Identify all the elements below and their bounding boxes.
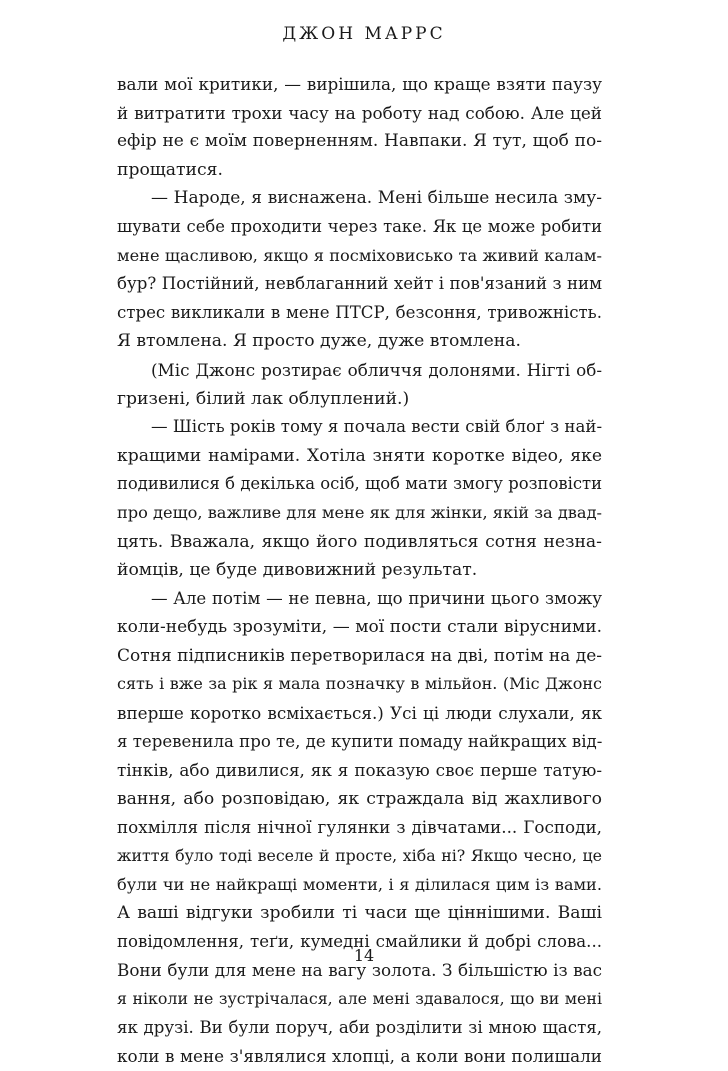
text-line: (Міс Джонс розтирає обличчя долонями. Нігті об- <box>151 359 602 380</box>
text-line: шувати себе проходити через таке. Як це може робити <box>117 216 602 236</box>
text-line: сять і вже за рік я мала позначку в мільйон. (Міс Джонс <box>117 674 602 694</box>
text-line: я ніколи не зустрічалася, але мені здавалося, що ви мені <box>117 989 602 1008</box>
text-line: мене щасливою, якщо я посміховисько та живий калам- <box>117 245 602 265</box>
text-line: тінків, або дивилися, як я показую своє перше татую- <box>117 760 602 781</box>
text-line: повідомлення, теґи, кумедні смайлики й добрі слова... <box>117 931 602 951</box>
text-line: й витратити трохи часу на роботу над собою. Але цей <box>117 102 602 123</box>
text-line: кращими намірами. Хотіла зняти коротке відео, яке <box>117 445 602 466</box>
text-line: вання, або розповідаю, як страждала від жахливого <box>117 788 602 809</box>
text-line: коли-небудь зрозуміти, — мої пости стали вірусними. <box>117 617 602 638</box>
text-line: я теревенила про те, де купити помаду найкращих від- <box>117 731 603 751</box>
text-line: стрес викликали в мене ПТСР, безсоння, тривожність. <box>117 302 602 322</box>
text-line: А ваші відгуки зробили ті часи ще ціннішими. Ваші <box>117 903 602 924</box>
text-line: як друзі. Ви були поруч, аби розділити зі мною щастя, <box>117 1017 602 1037</box>
text-line: — Але потім — не певна, що причини цього зможу <box>151 588 602 608</box>
text-line: Вони були для мене на вагу золота. З більшістю із вас <box>117 960 602 981</box>
text-line: вали мої критики, — вирішила, що краще взяти паузу <box>117 74 602 94</box>
text-line: гризені, білий лак облуплений.) <box>117 388 410 409</box>
body-text <box>117 70 602 1071</box>
text-line: бур? Постійний, невблаганний хейт і пов'язаний з ним <box>117 274 602 294</box>
text-line: подивилися б декілька осіб, щоб мати змогу розповісти <box>117 474 602 494</box>
page-number: 14 <box>353 946 375 965</box>
text-line: ефір не є моїм поверненням. Навпаки. Я тут, щоб по- <box>117 131 602 152</box>
text-line: цять. Вважала, якщо його подивляться сотня незна- <box>117 531 602 552</box>
text-line: — Народе, я виснажена. Мені більше несила зму- <box>151 188 602 209</box>
running-header: ДЖОН МАРРС <box>282 24 446 44</box>
text-line: — Шість років тому я почала вести свій блоґ з най- <box>151 417 603 437</box>
text-line: були чи не найкращі моменти, і я ділилася цим із вами. <box>117 874 602 894</box>
text-line: життя було тоді веселе й просте, хіба ні? Якщо чесно, це <box>117 846 602 866</box>
text-line: прощатися. <box>117 159 223 180</box>
text-line: вперше коротко всміхається.) Усі ці люди слухали, як <box>117 703 602 724</box>
text-line: коли в мене з'являлися хлопці, а коли вони полишали <box>117 1046 602 1067</box>
text-line: про дещо, важливе для мене як для жінки, якій за двад- <box>117 502 602 522</box>
text-line: похмілля після нічної гулянки з дівчатами... Господи, <box>117 817 602 838</box>
text-line: Я втомлена. Я просто дуже, дуже втомлена. <box>117 331 521 352</box>
text-line: Сотня підписників перетворилася на дві, потім на де- <box>117 645 602 666</box>
text-line: йомців, це буде дивовижний результат. <box>117 560 478 581</box>
